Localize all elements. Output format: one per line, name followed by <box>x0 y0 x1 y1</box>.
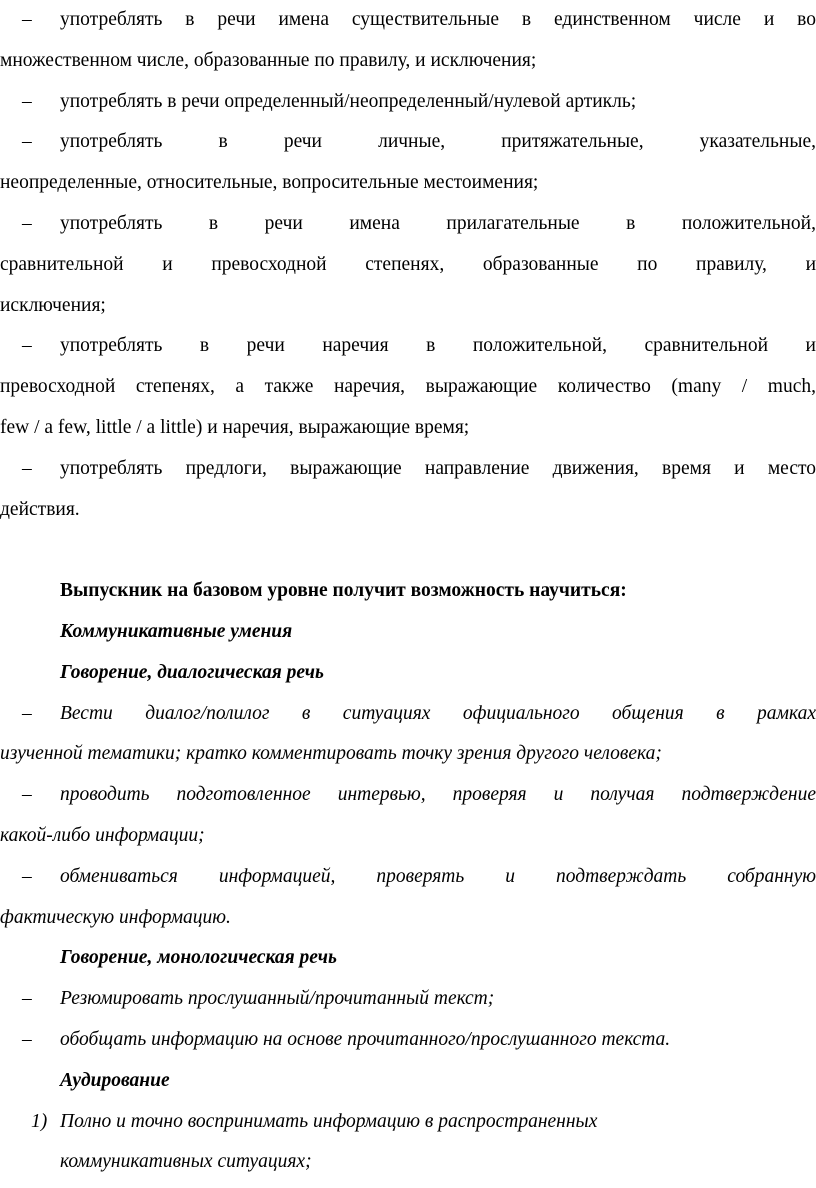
text-line <box>0 857 816 897</box>
list-item-text: проводить подготовленное интервью, проверяя и получая подтверждение <box>60 784 816 806</box>
paragraph-text: исключения; <box>0 294 106 316</box>
text-line <box>0 163 816 203</box>
paragraph-text: какой-либо информации; <box>0 825 205 846</box>
section-heading: Выпускник на базовом уровне получит возможность научиться: <box>60 580 627 602</box>
text-line <box>0 816 816 856</box>
list-dash: – <box>22 213 32 234</box>
section-heading: коммуникативных ситуациях; <box>60 1151 312 1173</box>
list-item-text: Резюмировать прослушанный/прочитанный текст; <box>60 988 495 1010</box>
text-line <box>0 367 816 407</box>
paragraph-text: изученной тематики; кратко комментировать точку зрения другого человека; <box>0 743 662 765</box>
list-dash: – <box>22 865 32 887</box>
section-heading: Коммуникативные умения <box>60 621 293 642</box>
text-line <box>0 898 816 938</box>
numbered-item-text: Полно и точно воспринимать информацию в распространенных <box>60 1110 598 1132</box>
paragraph-text: неопределенные, относительные, вопросительные местоимения; <box>0 172 539 194</box>
text-line <box>0 0 816 40</box>
list-item-text: Вести диалог/полилог в ситуациях официального общения в рамках <box>60 702 816 724</box>
list-dash: – <box>22 335 32 357</box>
text-line <box>0 979 816 1019</box>
text-line <box>0 734 816 774</box>
section-heading: Говорение, диалогическая речь <box>60 661 324 683</box>
list-dash: – <box>22 457 32 479</box>
paragraph-text: превосходной степенях, а также наречия, выражающие количество (many / much, <box>0 376 816 398</box>
paragraph-text: few / a few, little / a little) и наречия, выражающие время; <box>0 417 470 438</box>
text-line <box>0 1020 816 1060</box>
paragraph-text: действия. <box>0 498 80 520</box>
list-item-text: обобщать информацию на основе прочитанного/прослушанного текста. <box>60 1029 671 1050</box>
list-item-text: употреблять в речи наречия в положительной, сравнительной и <box>60 335 816 357</box>
text-line <box>0 326 816 366</box>
text-line <box>0 245 816 285</box>
text-line <box>0 122 816 162</box>
list-dash: – <box>22 702 32 724</box>
list-item-text: употреблять в речи определенный/неопределенный/нулевой артикль; <box>60 90 637 112</box>
list-item-text: употреблять в речи имена существительные в единственном числе и во <box>60 9 816 30</box>
text-line <box>0 775 816 815</box>
text-line <box>0 694 816 734</box>
blank-line <box>0 530 816 570</box>
list-dash: – <box>22 9 32 30</box>
paragraph-text: фактическую информацию. <box>0 906 231 928</box>
list-item-text: употреблять предлоги, выражающие направление движения, время и место <box>60 457 816 479</box>
text-line <box>0 938 816 978</box>
text-line <box>0 571 816 611</box>
paragraph-text: сравнительной и превосходной степенях, образованные по правилу, и <box>0 253 816 275</box>
text-line <box>0 1102 816 1142</box>
list-dash: – <box>22 131 32 153</box>
text-line <box>0 1142 816 1182</box>
list-dash: – <box>22 1029 32 1050</box>
list-dash: – <box>22 90 32 112</box>
text-line <box>0 408 816 448</box>
text-line <box>0 490 816 530</box>
list-dash: – <box>22 988 32 1010</box>
text-line <box>0 204 816 244</box>
list-item-text: употреблять в речи личные, притяжательные, указательные, <box>60 131 816 153</box>
list-item-text: обмениваться информацией, проверять и подтверждать собранную <box>60 865 816 887</box>
list-number: 1) <box>31 1110 48 1132</box>
list-item-text: употреблять в речи имена прилагательные в положительной, <box>60 213 816 234</box>
paragraph-text: множественном числе, образованные по правилу, и исключения; <box>0 49 537 71</box>
text-line <box>0 653 816 693</box>
text-line <box>0 286 816 326</box>
text-line <box>0 449 816 489</box>
section-heading: Говорение, монологическая речь <box>60 947 337 969</box>
text-line <box>0 612 816 652</box>
text-line <box>0 41 816 81</box>
text-line <box>0 1061 816 1101</box>
list-dash: – <box>22 784 32 806</box>
section-heading: Аудирование <box>60 1069 170 1091</box>
text-line <box>0 82 816 122</box>
